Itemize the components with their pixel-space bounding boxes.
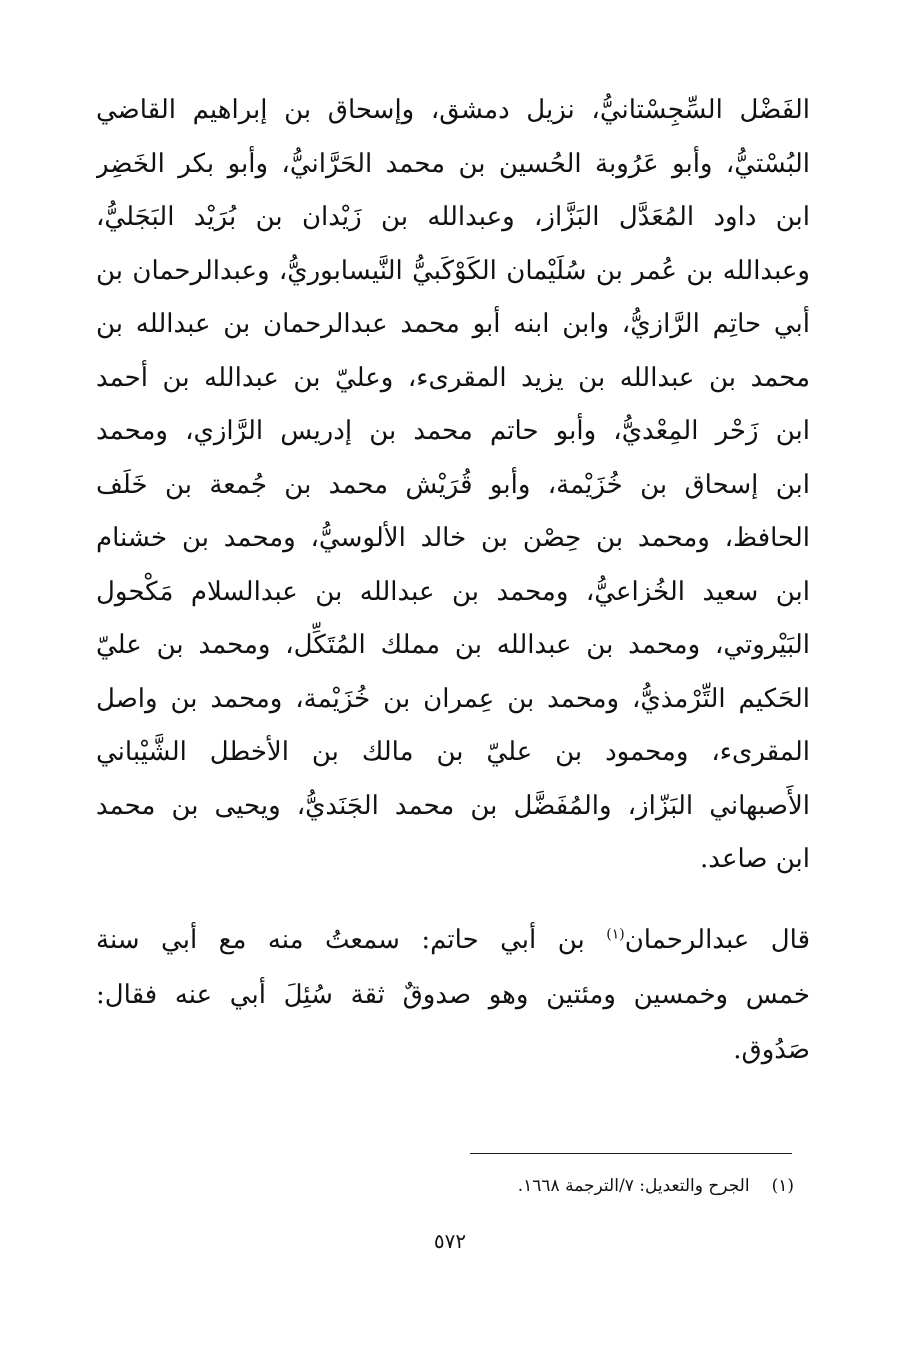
text-line: محمد بن عبدالله بن يزيد المقرىء، وعليّ بن عبدالله بن أحمد (96, 362, 810, 393)
paragraph-gap (96, 887, 810, 913)
quote-rest: بن أبي حاتم: سمعتُ منه مع أبي سنة (96, 924, 607, 955)
text-line: المقرىء، ومحمود بن عليّ بن مالك بن الأخطل الشَّيْباني (96, 737, 810, 767)
main-text (96, 84, 810, 1078)
footnote-reference[interactable]: (١) (606, 925, 625, 942)
footnote (300, 1172, 794, 1200)
text-line: ابن سعيد الخُزاعيُّ، ومحمد بن عبدالله بن عبدالسلام مَكْحول (96, 576, 810, 607)
text-line: وعبدالله بن عُمر بن سُلَيْمان الكَوْكَبيُّ النَّيسابوريُّ، وعبدالرحمان بن (96, 255, 810, 286)
text-line: الحافظ، ومحمد بن حِصْن بن خالد الألوسيُّ، ومحمد بن خشنام (96, 523, 810, 553)
quote-lead: قال عبدالرحمان (624, 924, 810, 955)
text-line: الفَضْل السِّجِسْتانيُّ، نزيل دمشق، وإسحاق بن إبراهيم القاضي (96, 95, 810, 125)
paragraph-narrators (96, 84, 810, 887)
text-line: البَيْروتي، ومحمد بن عبدالله بن مملك المُتَكِّل، ومحمد بن عليّ (96, 630, 810, 660)
text-line: صَدُوق. (733, 1034, 810, 1065)
text-line: ابن داود المُعَدَّل البَزَّاز، وعبدالله بن زَيْدان بن بُرَيْد البَجَليُّ، (96, 202, 810, 232)
text-line: الأَصبهاني البَزّاز، والمُفَضَّل بن محمد الجَنَديُّ، ويحيى بن محمد (96, 790, 810, 821)
paragraph-quote (96, 913, 810, 1078)
text-line: ابن إسحاق بن خُزَيْمة، وأبو قُرَيْش محمد بن جُمعة بن خَلَف (96, 469, 810, 500)
page-number: ٥٧٢ (433, 1229, 467, 1253)
text-line: البُسْتيُّ، وأبو عَرُوبة الحُسين بن محمد الحَرَّانيُّ، وأبو بكر الخَضِر (96, 148, 810, 179)
text-line: ابن صاعد. (700, 844, 810, 874)
footnote-text: الجرح والتعديل: ٧/الترجمة ١٦٦٨. (517, 1176, 750, 1196)
text-line: أبي حاتِم الرَّازيُّ، وابن ابنه أبو محمد عبدالرحمان بن عبدالله بن (96, 309, 810, 339)
text-line: خمس وخمسين ومئتين وهو صدوقٌ ثقة سُئِلَ أبي عنه فقال: (96, 979, 810, 1010)
text-line: الحَكيم التِّرْمذيُّ، ومحمد بن عِمران بن خُزَيْمة، ومحمد بن واصل (96, 683, 810, 714)
text-line: ابن زَحْر المِعْديُّ، وأبو حاتم محمد بن إدريس الرَّازي، ومحمد (96, 416, 810, 446)
footnote-number: (١) (771, 1176, 794, 1196)
text-line (96, 913, 810, 968)
footnote-divider (470, 1153, 792, 1154)
